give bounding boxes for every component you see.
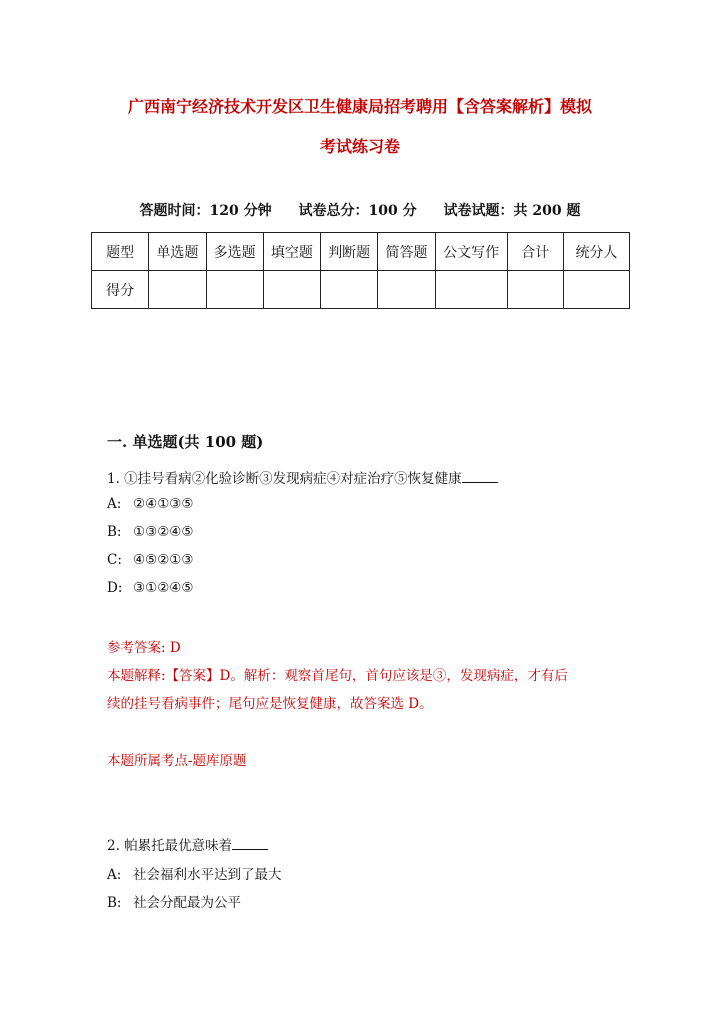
- question-stem-text: 1. ①挂号看病②化验诊断③发现病症④对症治疗⑤恢复健康: [107, 471, 462, 487]
- score-header-cell: 简答题: [378, 233, 435, 271]
- score-cell: [378, 271, 435, 309]
- option-d: [107, 580, 194, 596]
- score-cell: [563, 271, 629, 309]
- document-title-line2: 考试练习卷: [319, 137, 400, 156]
- option-a: [107, 496, 194, 512]
- exam-time: 答题时间：120 分钟: [139, 203, 272, 219]
- score-header-cell: 填空题: [263, 233, 320, 271]
- score-table-score-row: [92, 271, 630, 309]
- option-a: [107, 863, 282, 883]
- score-header-cell: 公文写作: [435, 233, 507, 271]
- option-text: ②④①③⑤: [133, 496, 194, 512]
- score-cell: [507, 271, 563, 309]
- explanation-line1: 本题解释:【答案】D。解析：观察首尾句，首句应该是③，发现病症，才有后: [107, 668, 568, 684]
- exam-question-count: 试卷试题：共 200 题: [443, 203, 581, 219]
- option-text: 社会福利水平达到了最大: [133, 867, 282, 883]
- document-title-line1: 广西南宁经济技术开发区卫生健康局招考聘用【含答案解析】模拟: [127, 97, 592, 116]
- score-cell: [263, 271, 320, 309]
- score-header-cell: 统分人: [563, 233, 629, 271]
- option-label: A:: [107, 867, 122, 883]
- option-c: [107, 552, 194, 568]
- option-text: ③①②④⑤: [133, 580, 194, 596]
- question-stem: [107, 834, 268, 854]
- option-label: A:: [107, 496, 122, 512]
- score-header-cell: 题型: [92, 233, 149, 271]
- answer-blank: [462, 470, 498, 483]
- question-stem-text: 2. 帕累托最优意味着: [107, 838, 233, 854]
- score-header-cell: 多选题: [206, 233, 263, 271]
- exam-total-score: 试卷总分：100 分: [298, 203, 417, 219]
- option-label: B:: [107, 524, 122, 540]
- explanation-line2: 续的挂号看病事件；尾句应是恢复健康，故答案选 D。: [107, 696, 433, 712]
- topic-note: 本题所属考点-题库原题: [107, 753, 247, 769]
- score-cell: [149, 271, 206, 309]
- score-cell: [435, 271, 507, 309]
- option-label: C:: [107, 552, 122, 568]
- score-table: [91, 232, 630, 309]
- question-stem: [107, 467, 498, 487]
- option-b: [107, 891, 241, 911]
- option-label: D:: [107, 580, 123, 596]
- score-row-label: 得分: [92, 271, 149, 309]
- reference-answer: 参考答案: D: [107, 640, 181, 656]
- section-title: 一. 单选题(共 100 题): [107, 433, 264, 451]
- score-header-cell: 合计: [507, 233, 563, 271]
- option-text: 社会分配最为公平: [133, 895, 241, 911]
- score-header-cell: 判断题: [321, 233, 378, 271]
- answer-blank: [232, 837, 268, 850]
- score-table-header-row: [92, 233, 630, 271]
- option-text: ①③②④⑤: [133, 524, 194, 540]
- option-b: [107, 524, 194, 540]
- option-text: ④⑤②①③: [133, 552, 194, 568]
- score-cell: [321, 271, 378, 309]
- score-header-cell: 单选题: [149, 233, 206, 271]
- option-label: B:: [107, 895, 122, 911]
- exam-meta: [90, 200, 630, 220]
- score-cell: [206, 271, 263, 309]
